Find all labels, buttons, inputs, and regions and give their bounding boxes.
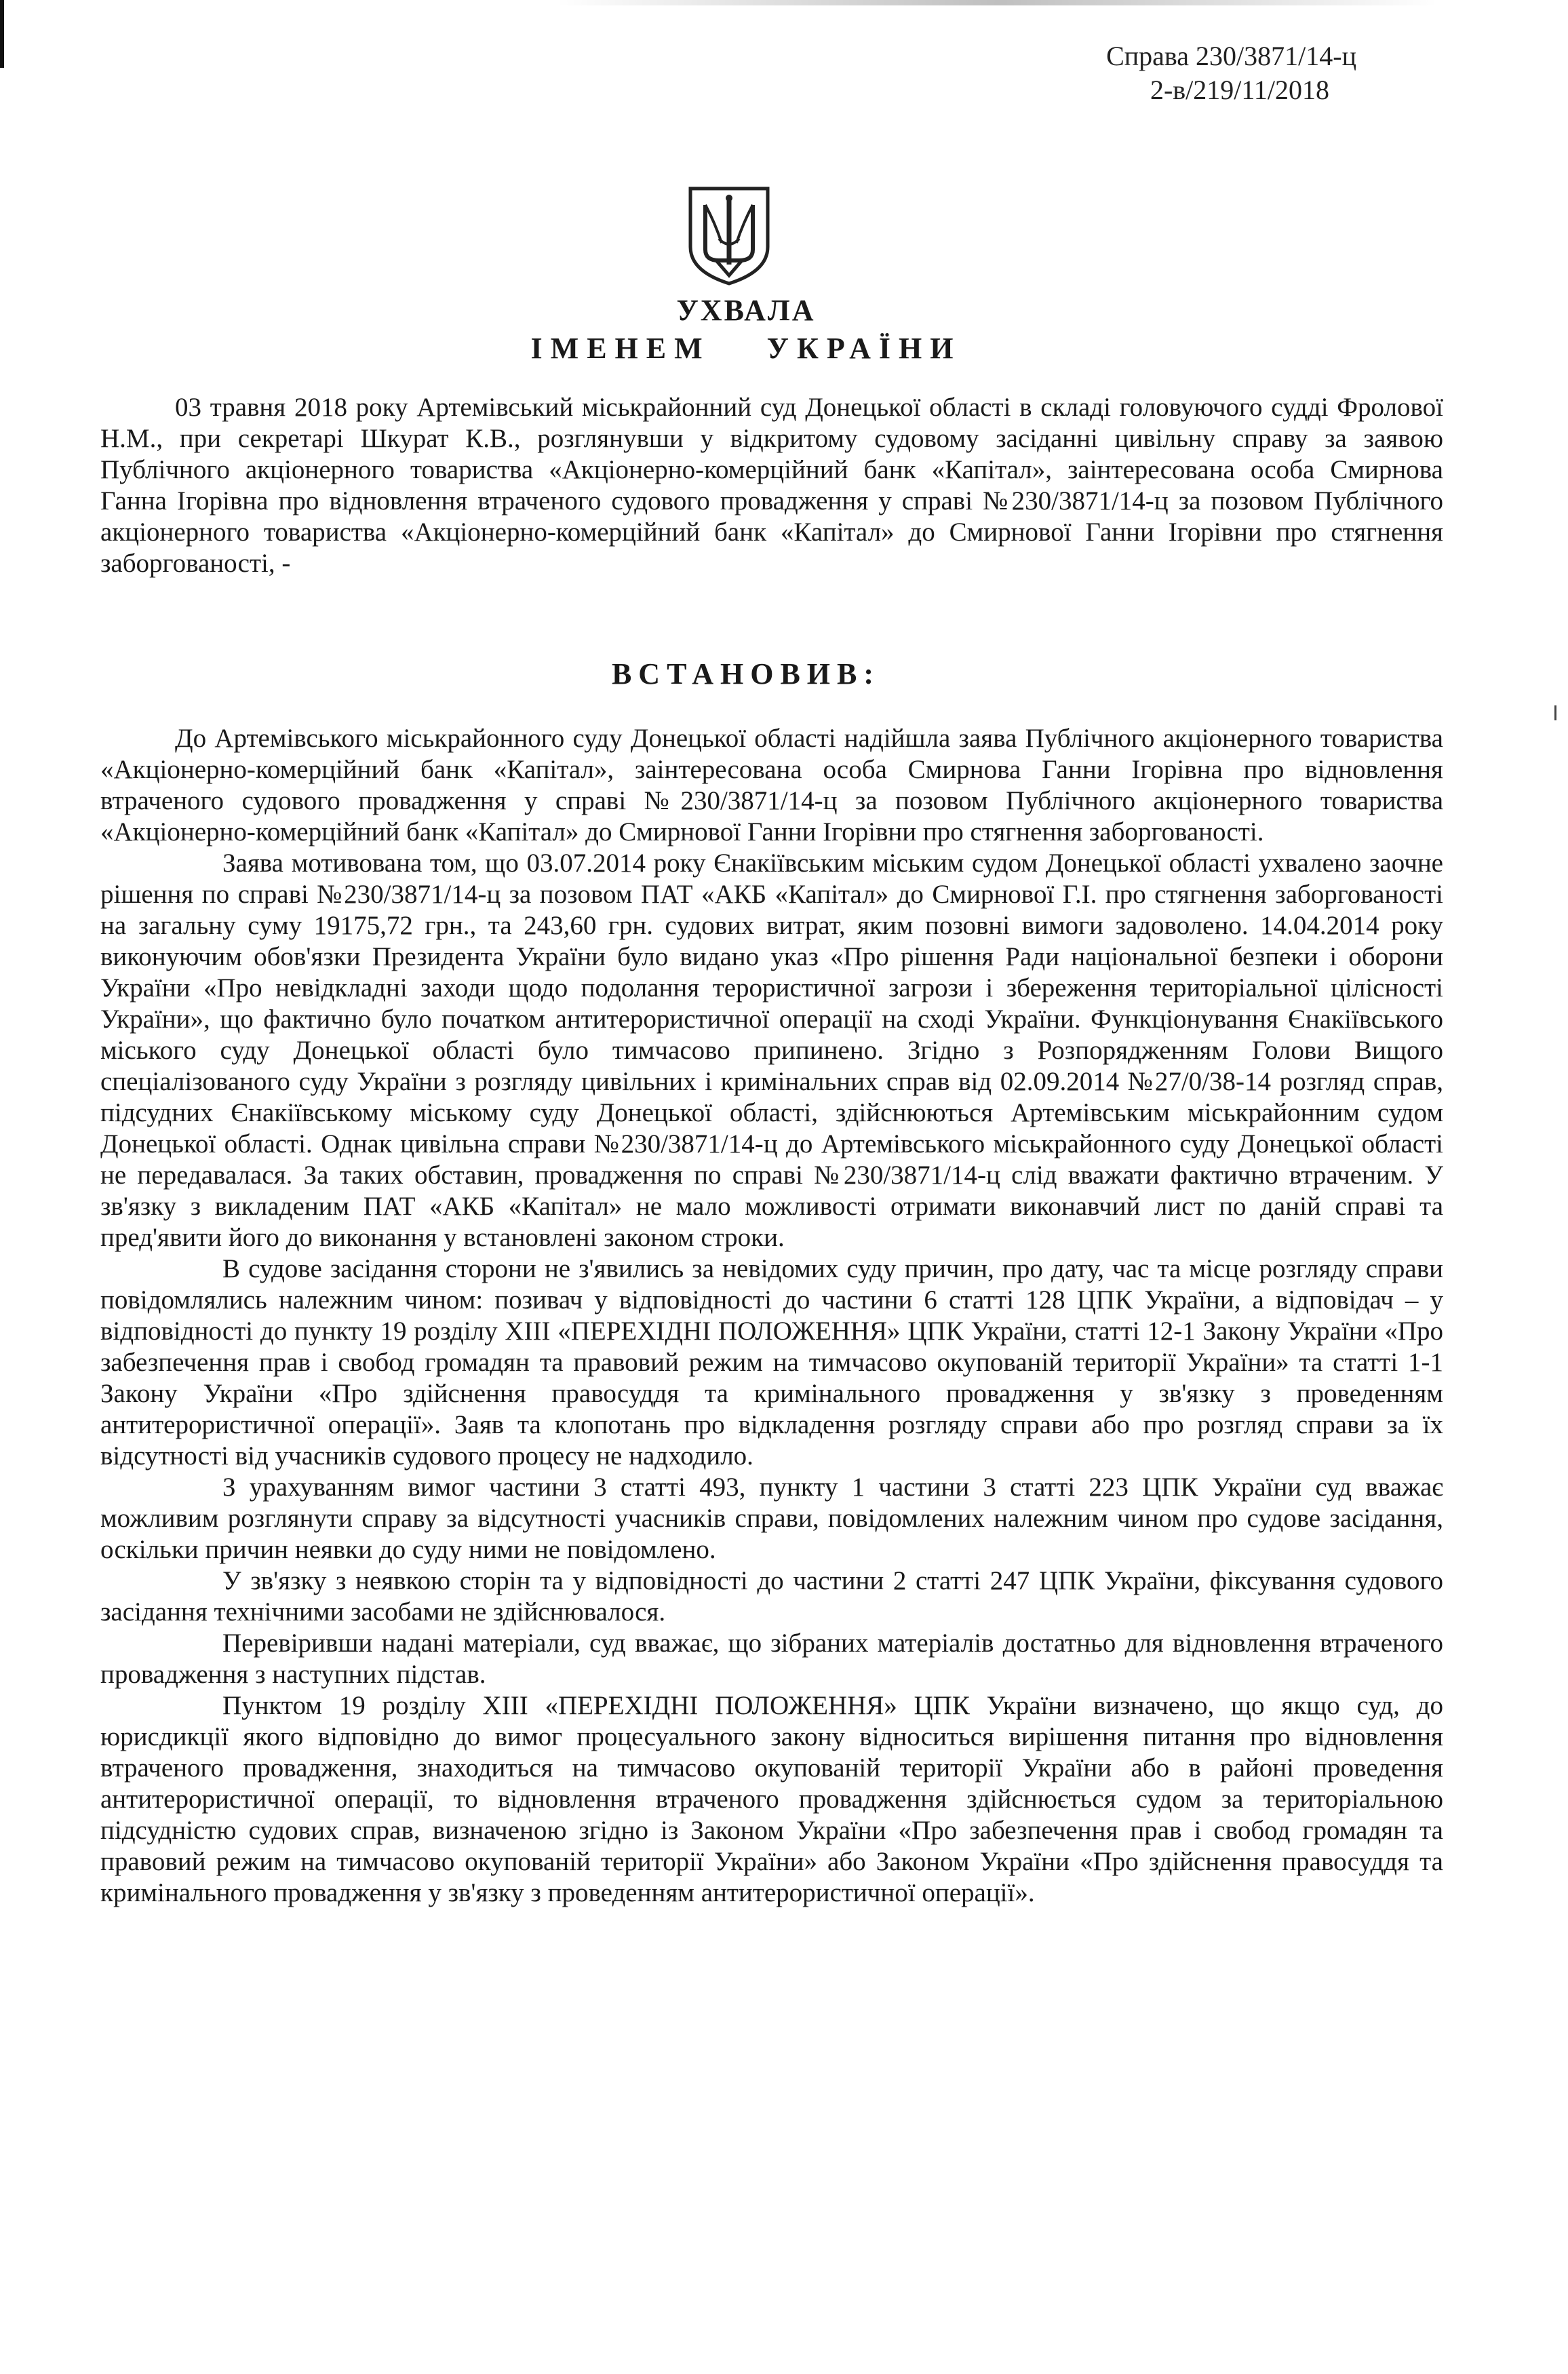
scan-edge-left (0, 0, 4, 68)
case-number: Справа 230/3871/14-ц (1106, 41, 1356, 71)
paragraph-verification: Перевіривши надані матеріали, суд вважає, що зібраних матеріалів достатньо для відновлення втраченого провадження з наступних підстав. (100, 1629, 1443, 1689)
case-numbers (1017, 39, 1356, 107)
paragraph-motivation: Заява мотивована том, що 03.07.2014 року Єнакіївським міським судом Донецької області ухвалено заочне рішення по справі №230/3871/14-ц за позовом ПАТ «АКБ «Капітал» до Смирнової Г.І. про стягнення заборгованості на загальну суму 19175,72 грн., та 243,60 грн. судових витрат, яким позовні вимоги задоволено. 14.04.2014 року виконуючим обов'язки Президента України було видано указ «Про рішення Ради національної безпеки і оборони України «Про невідкладні заходи щодо подолання терористичної загрози і збереження територіальної цілісності України», що фактично було початком антитерористичної операції на сході України. Функціонування Єнакіївського міського суду Донецької області було тимчасово припинено. Згідно з Розпорядженням Голови Вищого спеціалізованого суду України з розгляду цивільних і кримінальних справ від 02.09.2014 №27/0/38-14 розгляд справ, підсудних Єнакіївському міському суду Донецької області, здійснюються Артемівським міськрайонним судом Донецької області. Однак цивільна справи №230/3871/14-ц до Артемівського міськрайонного суду Донецької області не передавалася. За таких обставин, провадження по справі №230/3871/14-ц слід вважати фактично втраченим. У зв'язку з викладеним ПАТ «АКБ «Капітал» не мало можливості отримати виконавчий лист по даній справі та пред'явити його до виконання у встановлені законом строки. (100, 849, 1443, 1252)
document-title (407, 292, 1085, 368)
title-imenem-ukrainy: ІМЕНЕМ УКРАЇНИ (530, 332, 962, 365)
paragraph-recording: У зв'язку з неявкою сторін та у відповідності до частини 2 статті 247 ЦПК України, фіксування судового засідання технічними засобами не здійснювалося. (100, 1566, 1443, 1627)
paragraph-hearing-absence: В судове засідання сторони не з'явились за невідомих суду причин, про дату, час та місце розгляду справи повідомлялись належним чином: позивач у відповідності до частини 6 статті 128 ЦПК України, а відповідач – у відповідності до пункту 19 розділу XIII «ПЕРЕХІДНІ ПОЛОЖЕННЯ» ЦПК України, статті 12-1 Закону України «Про забезпечення прав і свобод громадян та правовий режим на тимчасово окупованій території України» та статті 1-1 Закону України «Про здійснення правосуддя та кримінального провадження у зв'язку з проведенням антитерористичної операції». Заяв та клопотань про відкладення розгляду справи або про розгляд справи за їх відсутності від учасників судового процесу не надходило. (100, 1254, 1443, 1471)
title-ukhvala: УХВАЛА (676, 294, 816, 327)
ukraine-trident-coat-of-arms-icon (685, 184, 773, 286)
paragraph-application: До Артемівського міськрайонного суду Донецької області надійшла заява Публічного акціонерного товариства «Акціонерно-комерційний банк «Капітал», заінтересована особа Смирнова Ганни Ігорівна про відновлення втраченого судового провадження у справі №230/3871/14-ц за позовом Публічного акціонерного товариства «Акціонерно-комерційний банк «Капітал» до Смирнової Ганни Ігорівни про стягнення заборгованості. (100, 724, 1443, 847)
paragraph-legal-basis: Пунктом 19 розділу XIII «ПЕРЕХІДНІ ПОЛОЖЕННЯ» ЦПК України визначено, що якщо суд, до юрисдикції якого відповідно до вимог процесуального закону відноситься вирішення питання про відновлення втраченого провадження, знаходиться на тимчасово окупованій території України або в районі проведення антитерористичної операції, то відновлення втраченого провадження здійснюється судом за територіальною підсудністю судових справ, визначеною згідно із Законом України «Про забезпечення прав і свобод громадян та правовий режим на тимчасово окупованій території України» або Законом України «Про здійснення правосуддя та кримінального провадження у зв'язку з проведенням антитерористичної операції». (100, 1691, 1443, 1907)
paragraph-consideration: З урахуванням вимог частини 3 статті 493, пункту 1 частини 3 статті 223 ЦПК України суд вважає можливим розглянути справу за відсутності учасників справи, повідомлених належним чином про судове засідання, оскільки причин неявки до суду ними не повідомлено. (100, 1473, 1443, 1564)
intro-paragraph: 03 травня 2018 року Артемівський міськрайонний суд Донецької області в складі головуючого судді Фролової Н.М., при секретарі Шкурат К.В., розглянувши у відкритому судовому засіданні цивільну справу за заявою Публічного акціонерного товариства «Акціонерно-комерційний банк «Капітал», заінтересована особа Смирнова Ганна Ігорівна про відновлення втраченого судового провадження у справі №230/3871/14-ц за позовом Публічного акціонерного товариства «Акціонерно-комерційний банк «Капітал» до Смирнової Ганни Ігорівни про стягнення заборгованості, - (100, 393, 1443, 578)
scan-edge-top (556, 0, 1438, 5)
section-heading-vstanovyv: ВСТАНОВИВ: (611, 657, 881, 690)
proceeding-number: 2-в/219/11/2018 (1150, 75, 1329, 105)
ruling-body (100, 723, 1443, 1909)
scan-mark-right (1554, 705, 1556, 720)
